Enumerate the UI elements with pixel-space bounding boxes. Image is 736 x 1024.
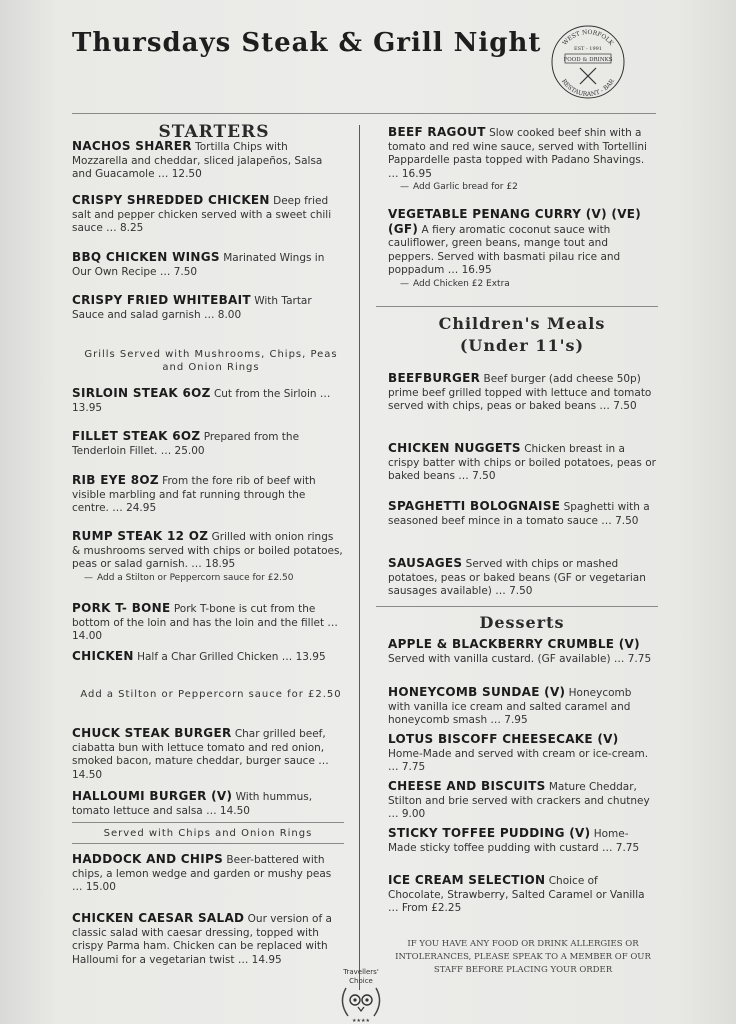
menu-item: BEEF RAGOUT Slow cooked beef shin with a tomato and red wine sauce, served with Tortellini Pappardelle pasta topped with Padano Shavings. … 16.95 — Add Garlic bread for £2 xyxy=(388,125,647,192)
svg-text:Travellers': Travellers' xyxy=(343,968,379,976)
childrens-meals-header xyxy=(376,313,668,357)
menu-item: RUMP STEAK 12 OZ Grilled with onion rings & mushrooms served with chips or boiled potatoes, peas or salad garnish. … 18.95 — Add a Stilton or Peppercorn sauce for £2.50 xyxy=(72,529,343,583)
svg-text:EST - 1991: EST - 1991 xyxy=(573,46,603,52)
svg-text:WEST NORFOLK: WEST NORFOLK xyxy=(561,28,615,47)
menu-item: CHICKEN Half a Char Grilled Chicken … 13.95 xyxy=(72,649,326,663)
menu-item: CHICKEN CAESAR SALAD Our version of a classic salad with caesar dressing, topped with crispy Parma ham. Chicken can be replaced with Halloumi for a vegetarian twist … 14.95 xyxy=(72,911,332,966)
section-divider xyxy=(376,606,658,607)
menu-item: FILLET STEAK 6OZ Prepared from the Tenderloin Fillet. … 25.00 xyxy=(72,429,300,457)
menu-item: HONEYCOMB SUNDAE (V) Honeycomb with vanilla ice cream and salted caramel and honeycomb smash … 7.95 xyxy=(388,685,632,726)
allergy-notice: IF YOU HAVE ANY FOOD OR DRINK ALLERGIES OR INTOLERANCES, PLEASE SPEAK TO A MEMBER OF OUR STAFF BEFORE PLACING YOUR ORDER xyxy=(395,939,651,975)
menu-item: CRISPY FRIED WHITEBAIT With Tartar Sauce and salad garnish … 8.00 xyxy=(72,293,312,321)
menu-title: Thursdays Steak & Grill Night xyxy=(72,28,542,58)
travellers-choice-badge xyxy=(332,962,390,1024)
starters-header: STARTERS xyxy=(158,122,270,142)
section-divider xyxy=(72,822,344,823)
menu-item: HADDOCK AND CHIPS Beer-battered with chips, a lemon wedge and garden or mushy peas … 15.00 xyxy=(72,852,332,893)
chips-note: Served with Chips and Onion Rings xyxy=(103,828,313,839)
menu-item: LOTUS BISCOFF CHEESECAKE (V) Home-Made and served with cream or ice-cream. … 7.75 xyxy=(388,732,649,773)
menu-item: RIB EYE 8OZ From the fore rib of beef with visible marbling and fat running through the centre. … 24.95 xyxy=(72,473,316,514)
childrens-meals-title: Children's Meals xyxy=(438,314,606,333)
svg-text:★★★★: ★★★★ xyxy=(352,1018,370,1024)
column-divider xyxy=(359,125,360,990)
section-divider xyxy=(376,306,658,307)
menu-item: CHUCK STEAK BURGER Char grilled beef, ciabatta bun with lettuce tomato and red onion, smoked bacon, mature cheddar, burger sauce … 14.50 xyxy=(72,726,329,781)
menu-item: SAUSAGES Served with chips or mashed potatoes, peas or baked beans (GF or vegetarian sausages available) … 7.50 xyxy=(388,556,646,597)
menu-item: CHEESE AND BISCUITS Mature Cheddar, Stilton and brie served with crackers and chutney … 9.00 xyxy=(388,779,650,820)
menu-item: APPLE & BLACKBERRY CRUMBLE (V) Served with vanilla custard. (GF available) … 7.75 xyxy=(388,637,652,665)
menu-item: HALLOUMI BURGER (V) With hummus, tomato lettuce and salsa … 14.50 xyxy=(72,789,313,817)
childrens-meals-subtitle: (Under 11's) xyxy=(459,336,585,355)
sauce-note: Add a Stilton or Peppercorn sauce for £2.50 xyxy=(80,689,342,700)
section-divider xyxy=(72,843,344,844)
menu-item: ICE CREAM SELECTION Choice of Chocolate, Strawberry, Salted Caramel or Vanilla … From £2.25 xyxy=(388,873,645,914)
menu-item: SIRLOIN STEAK 6OZ Cut from the Sirloin … 13.95 xyxy=(72,386,331,414)
menu-item: STICKY TOFFEE PUDDING (V) Home-Made sticky toffee pudding with custard … 7.75 xyxy=(388,826,640,854)
menu-item: BEEFBURGER Beef burger (add cheese 50p) prime beef grilled topped with lettuce and tomato served with chips, peas or baked beans … 7.50 xyxy=(388,371,652,412)
menu-item: CHICKEN NUGGETS Chicken breast in a crispy batter with chips or boiled potatoes, peas or baked beans … 7.50 xyxy=(388,441,656,482)
svg-text:Choice: Choice xyxy=(349,977,373,985)
menu-item: CRISPY SHREDDED CHICKEN Deep fried salt and pepper chicken served with a sweet chili sauce … 8.25 xyxy=(72,193,332,234)
restaurant-logo xyxy=(548,22,628,102)
menu-item: BBQ CHICKEN WINGS Marinated Wings in Our Own Recipe … 7.50 xyxy=(72,250,325,278)
menu-item: PORK T- BONE Pork T-bone is cut from the bottom of the loin and has the loin and the fillet … 14.00 xyxy=(72,601,338,642)
svg-text:FOOD & DRINKS: FOOD & DRINKS xyxy=(563,57,613,63)
menu-item: SPAGHETTI BOLOGNAISE Spaghetti with a seasoned beef mince in a tomato sauce … 7.50 xyxy=(388,499,650,527)
grills-note: Grills Served with Mushrooms, Chips, Peas and Onion Rings xyxy=(84,349,338,373)
title-divider xyxy=(72,113,656,114)
menu-item: VEGETABLE PENANG CURRY (V) (VE) (GF) A fiery aromatic coconut sauce with cauliflower, green beans, mange tout and peppers. Served with basmati pilau rice and poppadum … 16.95 — Add Chicken £2 Extra xyxy=(388,207,642,289)
svg-text:RESTAURANT - BAR: RESTAURANT - BAR xyxy=(560,77,616,99)
desserts-header: Desserts xyxy=(479,613,565,632)
menu-item: NACHOS SHARER Tortilla Chips with Mozzarella and cheddar, sliced jalapeños, Salsa and Guacamole … 12.50 xyxy=(72,139,323,180)
